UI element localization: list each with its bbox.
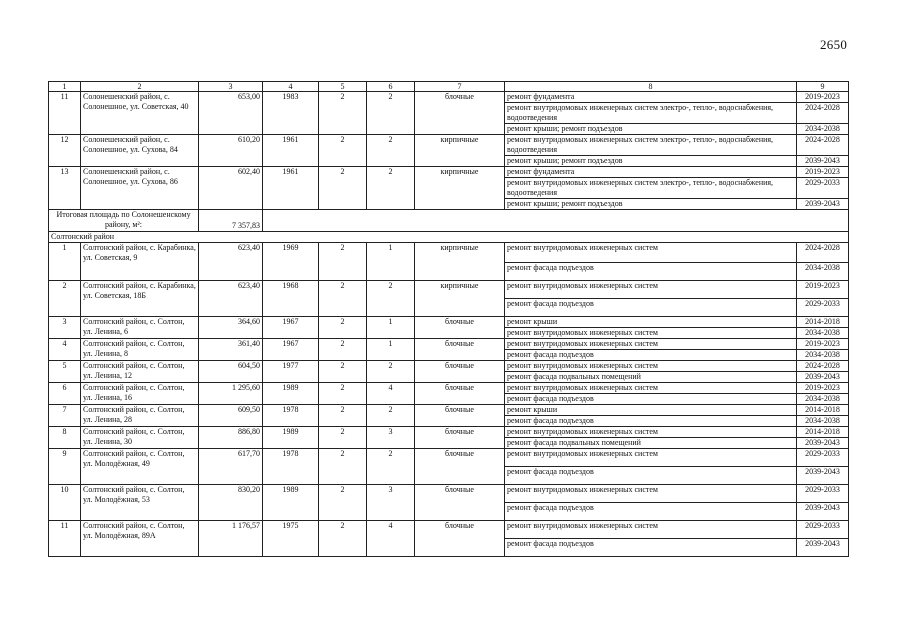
table-row (49, 167, 849, 178)
build-year: 1989 (263, 383, 319, 405)
wall-material: блочные (415, 449, 505, 485)
wall-material: блочные (415, 92, 505, 135)
build-year: 1989 (263, 485, 319, 521)
building-area: 623,40 (199, 243, 263, 281)
build-year: 1961 (263, 167, 319, 210)
building-area: 610,20 (199, 135, 263, 167)
work-period: 2014-2018 (797, 405, 849, 416)
work-type: ремонт фасада подъездов (505, 467, 797, 485)
building-address: Солонешенский район, с. Солонешное, ул. Сухова, 84 (81, 135, 199, 167)
work-type: ремонт внутридомовых инженерных систем (505, 361, 797, 372)
work-period: 2019-2023 (797, 383, 849, 394)
work-type: ремонт внутридомовых инженерных систем электро-, тепло-, водоснабжения, водоотведения (505, 135, 797, 156)
work-type: ремонт внутридомовых инженерных систем (505, 521, 797, 539)
work-type: ремонт фасада подъездов (505, 263, 797, 281)
wall-material: блочные (415, 427, 505, 449)
work-type: ремонт фундамента (505, 167, 797, 178)
column-header: 5 (319, 82, 367, 92)
entrances-count: 3 (367, 427, 415, 449)
row-number: 13 (49, 167, 81, 210)
work-type: ремонт крыши; ремонт подъездов (505, 156, 797, 167)
row-number: 2 (49, 281, 81, 317)
building-area: 1 295,60 (199, 383, 263, 405)
floors-count: 2 (319, 135, 367, 167)
building-area: 364,60 (199, 317, 263, 339)
wall-material: блочные (415, 339, 505, 361)
column-header: 6 (367, 82, 415, 92)
building-address: Солтонский район, с. Солтон, ул. Ленина, 16 (81, 383, 199, 405)
work-period: 2034-2038 (797, 416, 849, 427)
building-area: 830,20 (199, 485, 263, 521)
build-year: 1983 (263, 92, 319, 135)
table-row (49, 521, 849, 539)
row-number: 6 (49, 383, 81, 405)
entrances-count: 1 (367, 339, 415, 361)
building-address: Солтонский район, с. Карабинка, ул. Советская, 18Б (81, 281, 199, 317)
building-address: Солонешенский район, с. Солонешное, ул. Сухова, 86 (81, 167, 199, 210)
work-type: ремонт внутридомовых инженерных систем (505, 427, 797, 438)
work-period: 2034-2038 (797, 394, 849, 405)
entrances-count: 2 (367, 361, 415, 383)
wall-material: кирпичные (415, 167, 505, 210)
work-type: ремонт фасада подъездов (505, 416, 797, 427)
work-type: ремонт внутридомовых инженерных систем (505, 328, 797, 339)
building-area: 361,40 (199, 339, 263, 361)
table-row (49, 281, 849, 299)
column-header: 7 (415, 82, 505, 92)
empty-cell (263, 210, 849, 232)
row-number: 1 (49, 243, 81, 281)
table-row (49, 485, 849, 503)
work-period: 2019-2023 (797, 92, 849, 103)
work-period: 2039-2043 (797, 372, 849, 383)
work-type: ремонт фасада подвальных помещений (505, 438, 797, 449)
building-area: 623,40 (199, 281, 263, 317)
work-period: 2024-2028 (797, 243, 849, 263)
header-row (49, 82, 849, 92)
floors-count: 2 (319, 243, 367, 281)
work-type: ремонт фасада подъездов (505, 350, 797, 361)
table-row (49, 243, 849, 263)
building-address: Солтонский район, с. Солтон, ул. Молодёжная, 49 (81, 449, 199, 485)
page-number: 2650 (820, 37, 848, 52)
build-year: 1968 (263, 281, 319, 317)
table-row (49, 383, 849, 394)
work-period: 2039-2043 (797, 503, 849, 521)
column-header: 2 (81, 82, 199, 92)
row-number: 10 (49, 485, 81, 521)
table-row (49, 361, 849, 372)
floors-count: 2 (319, 449, 367, 485)
building-area: 1 176,57 (199, 521, 263, 557)
work-type: ремонт фасада подъездов (505, 539, 797, 557)
work-period: 2034-2038 (797, 124, 849, 135)
entrances-count: 2 (367, 405, 415, 427)
work-period: 2029-2033 (797, 521, 849, 539)
entrances-count: 2 (367, 135, 415, 167)
building-address: Солтонский район, с. Солтон, ул. Ленина, 28 (81, 405, 199, 427)
work-type: ремонт внутридомовых инженерных систем (505, 485, 797, 503)
work-period: 2024-2028 (797, 361, 849, 372)
building-address: Солтонский район, с. Солтон, ул. Молодёжная, 53 (81, 485, 199, 521)
floors-count: 2 (319, 317, 367, 339)
floors-count: 2 (319, 521, 367, 557)
table-row (49, 92, 849, 103)
row-number: 4 (49, 339, 81, 361)
entrances-count: 3 (367, 485, 415, 521)
work-period: 2029-2033 (797, 485, 849, 503)
work-period: 2039-2043 (797, 467, 849, 485)
table-row (49, 135, 849, 156)
building-address: Солтонский район, с. Солтон, ул. Ленина, 8 (81, 339, 199, 361)
work-type: ремонт внутридомовых инженерных систем (505, 281, 797, 299)
work-type: ремонт фасада подъездов (505, 394, 797, 405)
building-area: 602,40 (199, 167, 263, 210)
floors-count: 2 (319, 485, 367, 521)
row-number: 9 (49, 449, 81, 485)
work-period: 2029-2033 (797, 449, 849, 467)
floors-count: 2 (319, 383, 367, 405)
entrances-count: 2 (367, 92, 415, 135)
total-value: 7 357,83 (199, 210, 263, 232)
wall-material: кирпичные (415, 281, 505, 317)
wall-material: блочные (415, 485, 505, 521)
row-number: 11 (49, 92, 81, 135)
build-year: 1961 (263, 135, 319, 167)
work-period: 2014-2018 (797, 427, 849, 438)
build-year: 1978 (263, 449, 319, 485)
work-period: 2034-2038 (797, 350, 849, 361)
wall-material: блочные (415, 521, 505, 557)
entrances-count: 1 (367, 317, 415, 339)
wall-material: блочные (415, 405, 505, 427)
total-row (49, 210, 849, 232)
section-row (49, 232, 849, 243)
row-number: 11 (49, 521, 81, 557)
section-title: Солтонский район (49, 232, 849, 243)
build-year: 1967 (263, 339, 319, 361)
work-period: 2024-2028 (797, 103, 849, 124)
wall-material: кирпичные (415, 243, 505, 281)
work-period: 2019-2023 (797, 167, 849, 178)
work-type: ремонт внутридомовых инженерных систем (505, 383, 797, 394)
row-number: 8 (49, 427, 81, 449)
table-row (49, 405, 849, 416)
column-header: 9 (797, 82, 849, 92)
building-address: Солтонский район, с. Солтон, ул. Молодёжная, 89А (81, 521, 199, 557)
work-type: ремонт крыши (505, 317, 797, 328)
floors-count: 2 (319, 427, 367, 449)
building-address: Солтонский район, с. Карабинка, ул. Советская, 9 (81, 243, 199, 281)
work-type: ремонт фасада подъездов (505, 299, 797, 317)
build-year: 1989 (263, 427, 319, 449)
work-type: ремонт крыши; ремонт подъездов (505, 124, 797, 135)
work-period: 2019-2023 (797, 339, 849, 350)
building-address: Солтонский район, с. Солтон, ул. Ленина, 30 (81, 427, 199, 449)
work-period: 2039-2043 (797, 539, 849, 557)
build-year: 1967 (263, 317, 319, 339)
wall-material: блочные (415, 317, 505, 339)
work-type: ремонт фасада подвальных помещений (505, 372, 797, 383)
entrances-count: 2 (367, 167, 415, 210)
entrances-count: 1 (367, 243, 415, 281)
work-period: 2029-2033 (797, 178, 849, 199)
building-area: 609,50 (199, 405, 263, 427)
work-type: ремонт фасада подъездов (505, 503, 797, 521)
build-year: 1975 (263, 521, 319, 557)
work-type: ремонт крыши (505, 405, 797, 416)
building-area: 886,80 (199, 427, 263, 449)
wall-material: блочные (415, 383, 505, 405)
total-label: Итоговая площадь по Солонешенскому району, м²: (49, 210, 199, 232)
build-year: 1977 (263, 361, 319, 383)
floors-count: 2 (319, 339, 367, 361)
work-period: 2014-2018 (797, 317, 849, 328)
column-header: 1 (49, 82, 81, 92)
column-header: 8 (505, 82, 797, 92)
build-year: 1978 (263, 405, 319, 427)
column-header: 3 (199, 82, 263, 92)
build-year: 1969 (263, 243, 319, 281)
building-address: Солтонский район, с. Солтон, ул. Ленина, 6 (81, 317, 199, 339)
work-type: ремонт внутридомовых инженерных систем (505, 243, 797, 263)
entrances-count: 4 (367, 383, 415, 405)
floors-count: 2 (319, 281, 367, 317)
building-area: 653,00 (199, 92, 263, 135)
entrances-count: 2 (367, 449, 415, 485)
work-period: 2039-2043 (797, 156, 849, 167)
building-address: Солонешенский район, с. Солонешное, ул. Советская, 40 (81, 92, 199, 135)
work-period: 2029-2033 (797, 299, 849, 317)
floors-count: 2 (319, 405, 367, 427)
entrances-count: 2 (367, 281, 415, 317)
table-row (49, 339, 849, 350)
row-number: 5 (49, 361, 81, 383)
work-type: ремонт внутридомовых инженерных систем (505, 449, 797, 467)
work-type: ремонт фундамента (505, 92, 797, 103)
column-header: 4 (263, 82, 319, 92)
wall-material: блочные (415, 361, 505, 383)
work-type: ремонт крыши; ремонт подъездов (505, 199, 797, 210)
repair-schedule-table (48, 81, 849, 557)
floors-count: 2 (319, 167, 367, 210)
building-address: Солтонский район, с. Солтон, ул. Ленина, 12 (81, 361, 199, 383)
table-row (49, 449, 849, 467)
work-type: ремонт внутридомовых инженерных систем электро-, тепло-, водоснабжения, водоотведения (505, 103, 797, 124)
work-period: 2039-2043 (797, 438, 849, 449)
work-period: 2034-2038 (797, 263, 849, 281)
building-area: 617,70 (199, 449, 263, 485)
table-row (49, 317, 849, 328)
wall-material: кирпичные (415, 135, 505, 167)
entrances-count: 4 (367, 521, 415, 557)
floors-count: 2 (319, 92, 367, 135)
floors-count: 2 (319, 361, 367, 383)
work-period: 2024-2028 (797, 135, 849, 156)
building-area: 604,50 (199, 361, 263, 383)
row-number: 3 (49, 317, 81, 339)
work-period: 2039-2043 (797, 199, 849, 210)
row-number: 7 (49, 405, 81, 427)
work-type: ремонт внутридомовых инженерных систем электро-, тепло-, водоснабжения, водоотведения (505, 178, 797, 199)
row-number: 12 (49, 135, 81, 167)
work-type: ремонт внутридомовых инженерных систем (505, 339, 797, 350)
work-period: 2034-2038 (797, 328, 849, 339)
table-row (49, 427, 849, 438)
work-period: 2019-2023 (797, 281, 849, 299)
